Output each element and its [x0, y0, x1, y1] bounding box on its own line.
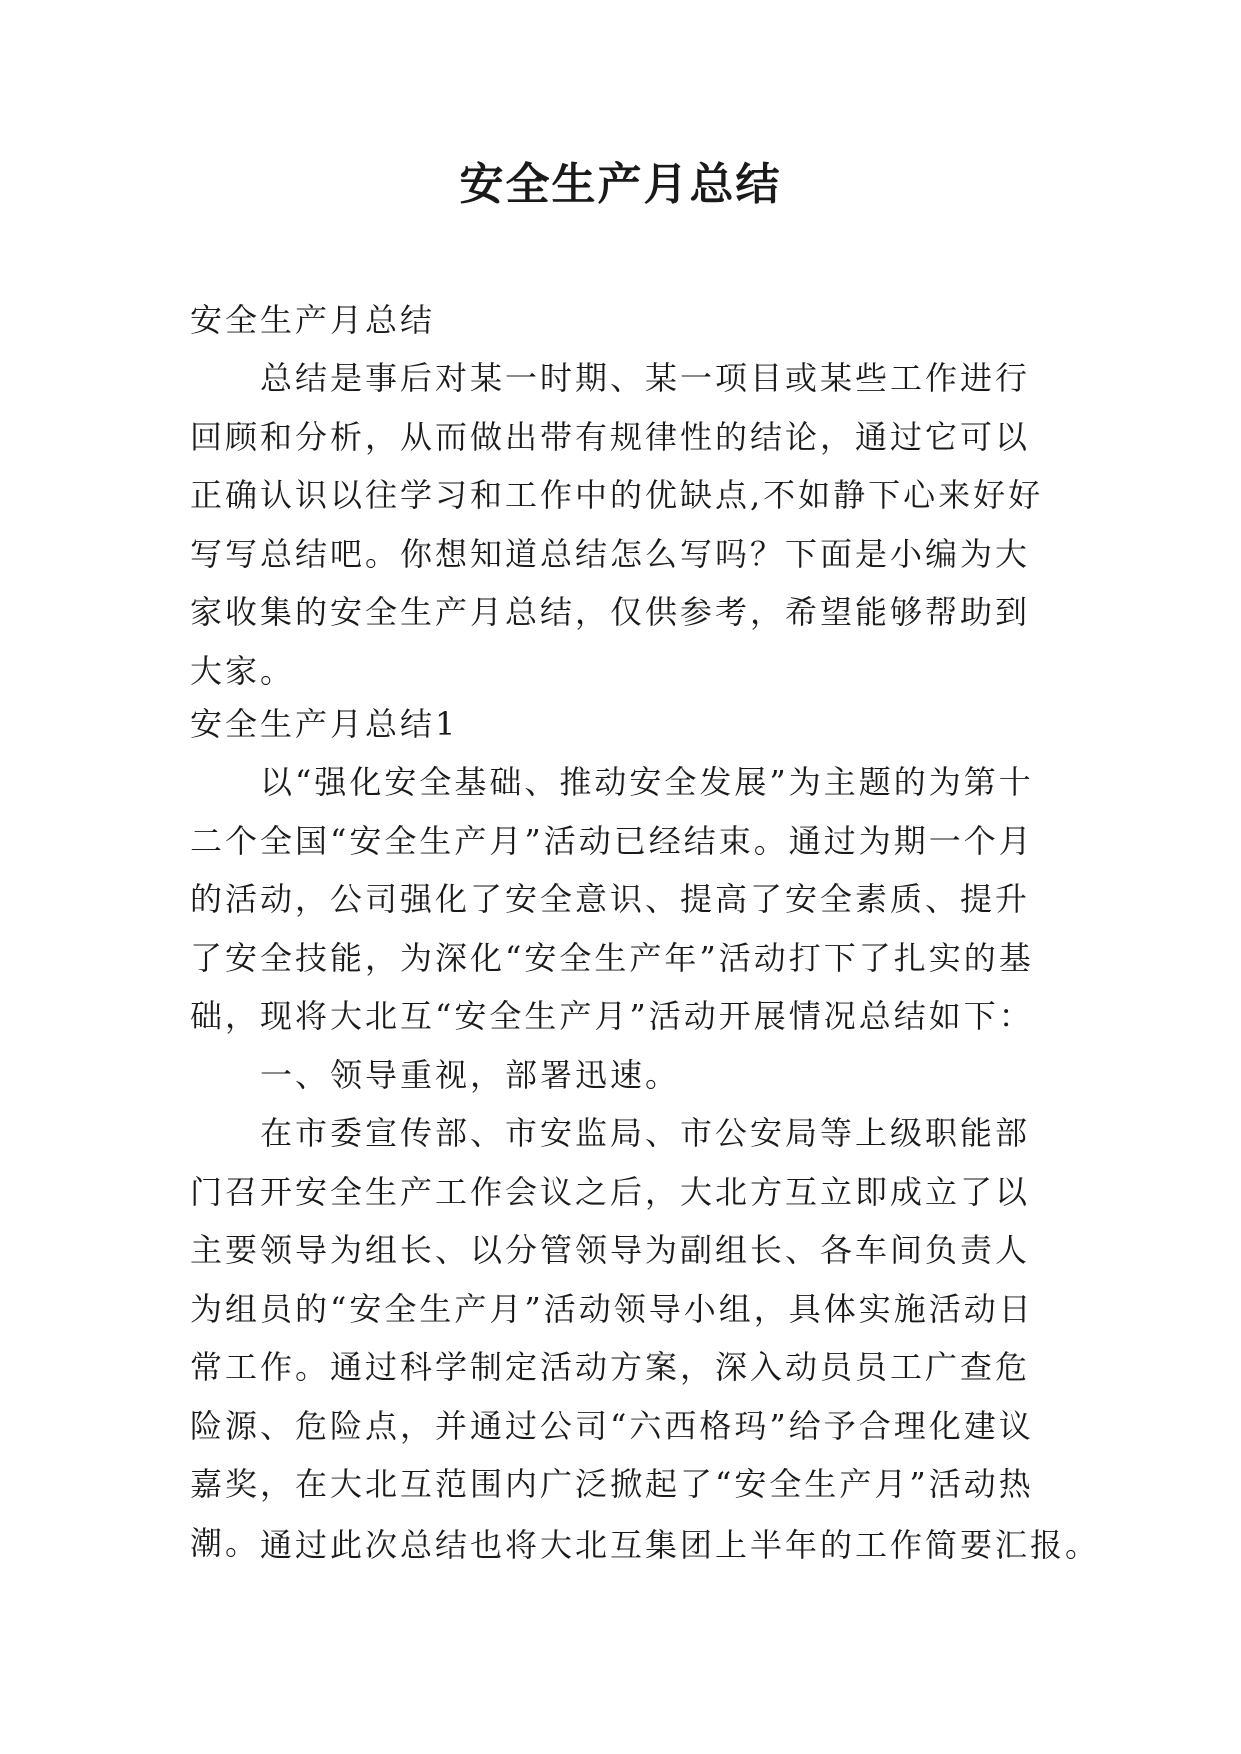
- section-paragraph: 在市委宣传部、市安监局、市公安局等上级职能部门召开安全生产工作会议之后，大北方互立即成立了以主要领导为组长、以分管领导为副组长、各车间负责人为组员的“安全生产月”活动领导小组，具体实施活动日常工作。通过科学制定活动方案，深入动员员工广查危险源、危险点，并通过公司“六西格玛”给予合理化建议嘉奖，在大北互范围内广泛掀起了“安全生产月”活动热潮。: [190, 1114, 1034, 1562]
- section-paragraph: 通过此次总结也将大北互集团上半年的工作简要汇报。: [260, 1526, 1101, 1564]
- section-paragraph: 以“强化安全基础、推动安全发展”为主题的为第十二个全国“安全生产月”活动已经结束。通过为期一个月的活动，公司强化了安全意识、提高了安全素质、提升了安全技能，为深化“安全生产年”活动打下了扎实的基础，现将大北互“安全生产月”活动开展情况总结如下：: [190, 763, 1034, 1035]
- intro-paragraph: 总结是事后对某一时期、某一项目或某些工作进行回顾和分析，从而做出带有规律性的结论，通过它可以正确认识以往学习和工作中的优缺点,不如静下心来好好写写总结吧。你想知道总结怎么写吗？下面是小编为大家收集的安全生产月总结，仅供参考，希望能够帮助到大家。: [190, 359, 1044, 690]
- document-title: 安全生产月总结: [459, 159, 782, 210]
- section-subheading: 一、领导重视，部署迅速。: [260, 1056, 681, 1094]
- intro-heading: 安全生产月总结: [190, 301, 436, 339]
- section-heading: 安全生产月总结1: [190, 705, 459, 743]
